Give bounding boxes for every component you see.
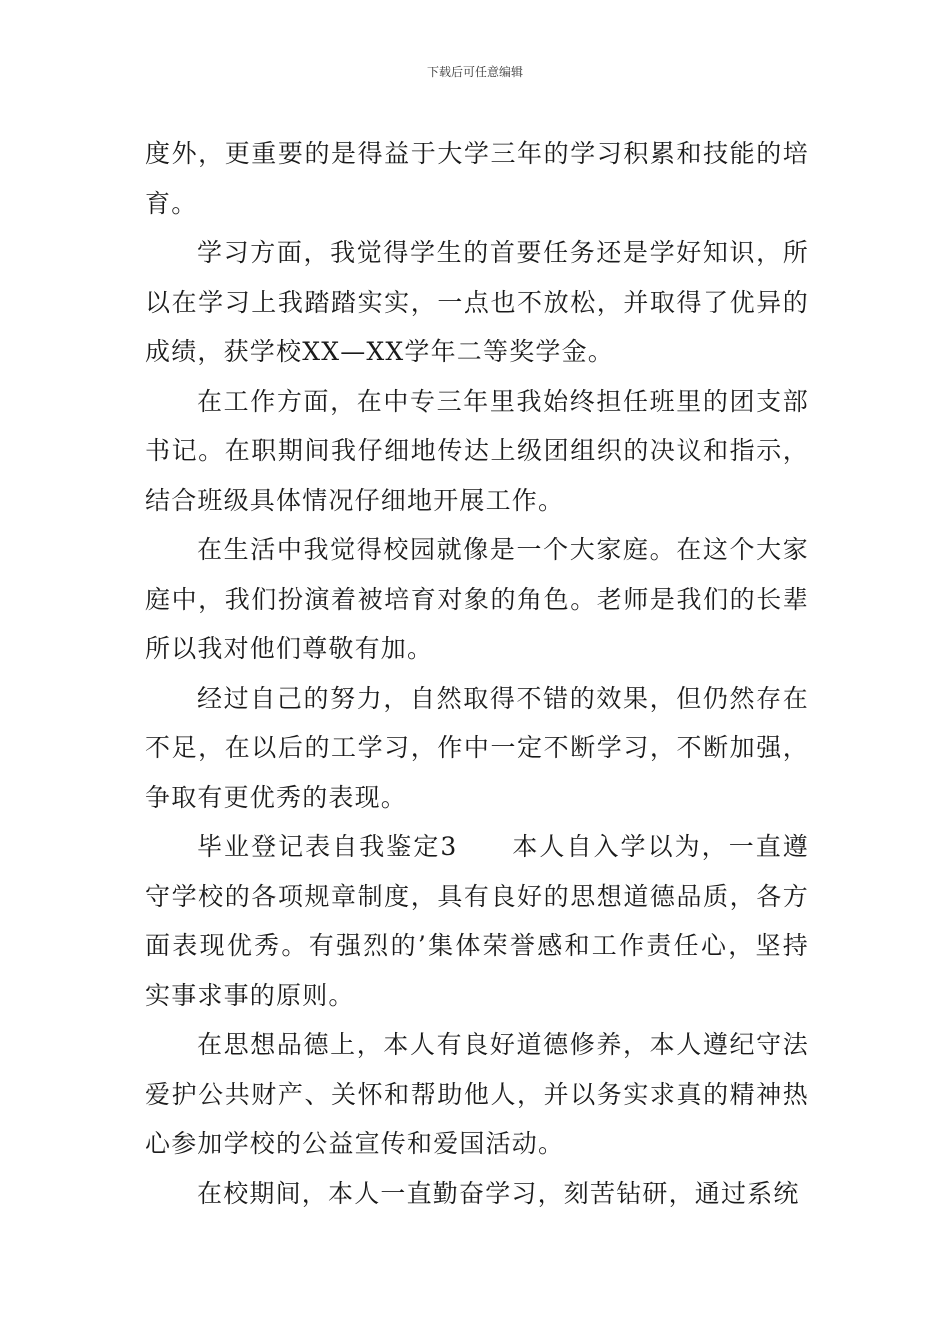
paragraph: 在生活中我觉得校园就像是一个大家庭。在这个大家庭中，我们扮演着被培育对象的角色。老师是我们的长辈所以我对他们尊敬有加。 xyxy=(145,535,809,663)
paragraph: 在校期间，本人一直勤奋学习，刻苦钻研，通过系统 xyxy=(197,1178,800,1208)
paragraph: 度外，更重要的是得益于大学三年的学习积累和技能的培育。 xyxy=(145,139,809,218)
paragraph: 学习方面，我觉得学生的首要任务还是学好知识，所以在学习上我踏踏实实，一点也不放松，并取得了优异的成绩，获学校XX—XX学年二等奖学金。 xyxy=(145,238,809,366)
paragraph: 在工作方面，在中专三年里我始终担任班里的团支部书记。在职期间我仔细地传达上级团组织的决议和指示，结合班级具体情况仔细地开展工作。 xyxy=(145,386,809,515)
document-body xyxy=(145,129,809,1218)
paragraph: 毕业登记表自我鉴定3 本人自入学以为，一直遵守学校的各项规章制度，具有良好的思想道德品质，各方面表现优秀。有强烈的’集体荣誉感和工作责任心，坚持实事求事的原则。 xyxy=(145,832,809,1010)
paragraph: 在思想品德上，本人有良好道德修养，本人遵纪守法爱护公共财产、关怀和帮助他人，并以务实求真的精神热心参加学校的公益宣传和爱国活动。 xyxy=(145,1030,809,1158)
paragraph: 经过自己的努力，自然取得不错的效果，但仍然存在不足，在以后的工学习，作中一定不断学习，不断加强，争取有更优秀的表现。 xyxy=(145,683,809,812)
page-header-note: 下载后可任意编辑 xyxy=(426,65,523,79)
